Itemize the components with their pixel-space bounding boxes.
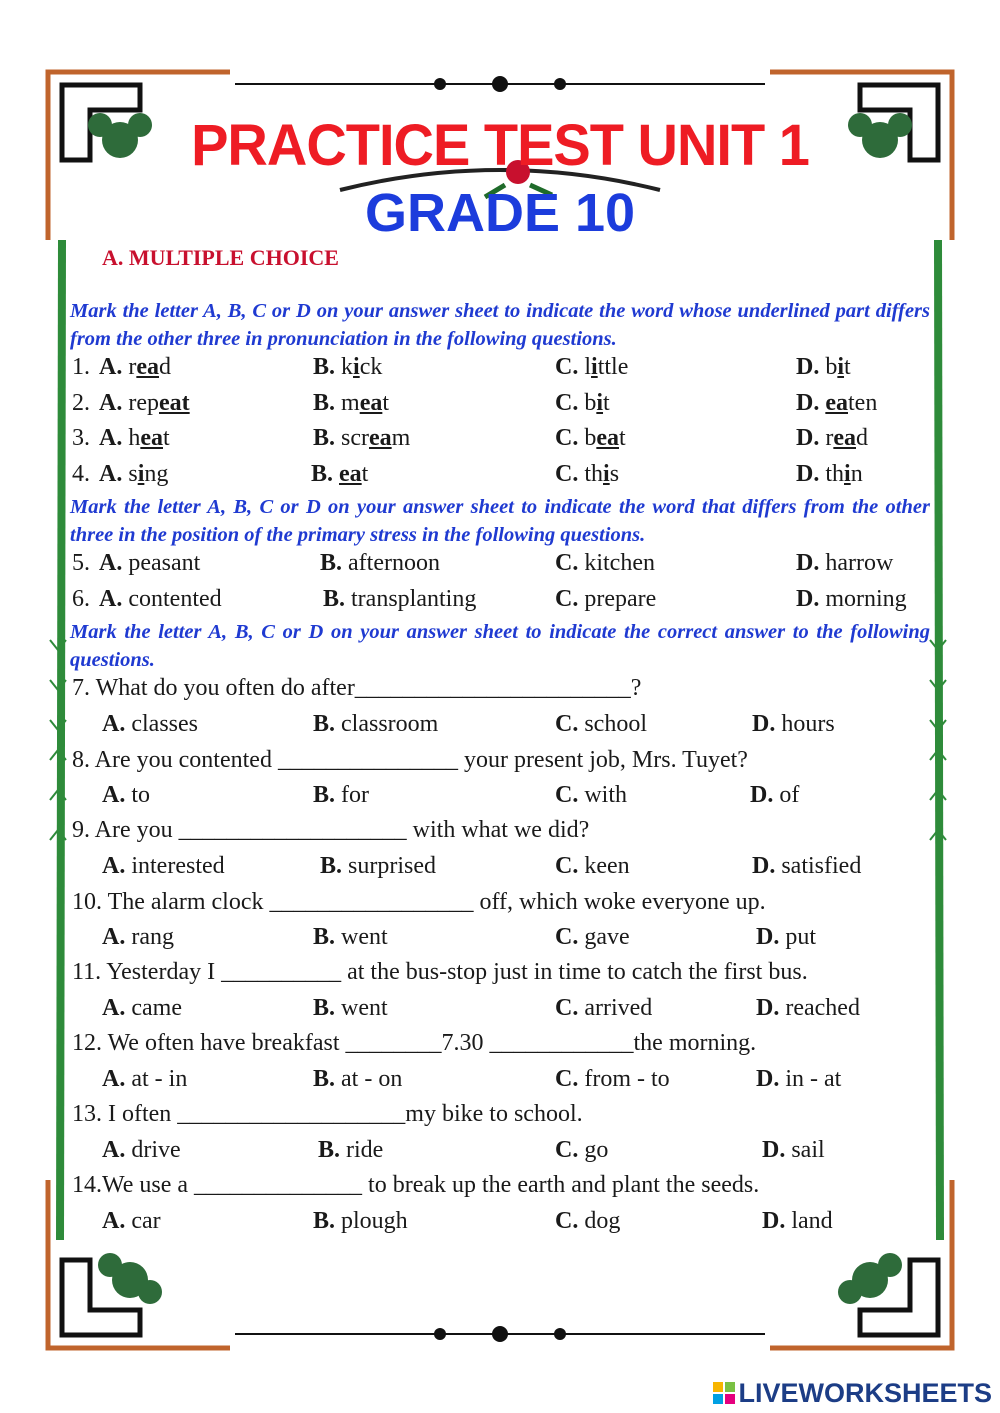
option[interactable]: D. satisfied bbox=[752, 853, 862, 879]
option[interactable]: D. read bbox=[796, 425, 868, 451]
options-row bbox=[72, 1062, 932, 1096]
option[interactable]: B. transplanting bbox=[323, 586, 477, 612]
option[interactable]: C. dog bbox=[555, 1208, 621, 1234]
option[interactable]: C. this bbox=[555, 461, 620, 487]
question-number: 2. bbox=[72, 390, 90, 416]
option[interactable]: B. went bbox=[313, 995, 388, 1021]
option[interactable]: D. morning bbox=[796, 586, 907, 612]
option[interactable]: C. beat bbox=[555, 425, 626, 451]
option[interactable]: B. meat bbox=[313, 390, 390, 416]
question-stem: 14.We use a ______________ to break up the earth and plant the seeds. bbox=[72, 1172, 760, 1198]
option[interactable]: C. kitchen bbox=[555, 550, 655, 576]
option[interactable]: B. at - on bbox=[313, 1066, 403, 1092]
liveworksheets-logo-icon bbox=[713, 1382, 735, 1404]
option[interactable]: C. from - to bbox=[555, 1066, 670, 1092]
question-row bbox=[72, 582, 932, 616]
option[interactable]: D. bit bbox=[796, 354, 851, 380]
option[interactable]: C. little bbox=[555, 354, 629, 380]
option[interactable]: A. drive bbox=[102, 1137, 181, 1163]
option[interactable]: C. bit bbox=[555, 390, 610, 416]
option[interactable]: A. came bbox=[102, 995, 182, 1021]
option[interactable]: B. scream bbox=[313, 425, 411, 451]
option[interactable]: B. kick bbox=[313, 354, 383, 380]
page-subtitle: GRADE 10 bbox=[364, 183, 636, 243]
question-row bbox=[72, 546, 932, 580]
option[interactable]: A. heat bbox=[99, 425, 170, 451]
options-row bbox=[72, 707, 932, 741]
option[interactable]: A. interested bbox=[102, 853, 225, 879]
page-title: PRACTICE TEST UNIT 1 bbox=[191, 111, 809, 178]
option[interactable]: B. eat bbox=[311, 461, 369, 487]
option[interactable]: B. classroom bbox=[313, 711, 439, 737]
liveworksheets-logo[interactable] bbox=[713, 1378, 992, 1409]
question-stem: 10. The alarm clock _________________ off, which woke everyone up. bbox=[72, 889, 766, 915]
option[interactable]: D. thin bbox=[796, 461, 863, 487]
question-number: 3. bbox=[72, 425, 90, 451]
option[interactable]: A. contented bbox=[99, 586, 222, 612]
options-row bbox=[72, 778, 932, 812]
option[interactable]: A. car bbox=[102, 1208, 161, 1234]
option[interactable]: A. rang bbox=[102, 924, 174, 950]
options-row bbox=[72, 849, 932, 883]
question-row bbox=[72, 457, 932, 491]
question-row bbox=[72, 350, 932, 384]
option[interactable]: A. classes bbox=[102, 711, 198, 737]
option[interactable]: D. hours bbox=[752, 711, 835, 737]
question-number: 4. bbox=[72, 461, 90, 487]
option[interactable]: C. school bbox=[555, 711, 648, 737]
option[interactable]: B. afternoon bbox=[320, 550, 440, 576]
option[interactable]: C. prepare bbox=[555, 586, 657, 612]
instruction-correct: Mark the letter A, B, C or D on your answer sheet to indicate the correct answer to the following questions. bbox=[70, 621, 930, 671]
question-number: 6. bbox=[72, 586, 90, 612]
section-heading: A. MULTIPLE CHOICE bbox=[102, 245, 339, 270]
option[interactable]: B. for bbox=[313, 782, 369, 808]
option[interactable]: C. gave bbox=[555, 924, 630, 950]
question-stem: 11. Yesterday I __________ at the bus-stop just in time to catch the first bus. bbox=[72, 959, 808, 985]
question-row bbox=[72, 386, 932, 420]
option[interactable]: B. plough bbox=[313, 1208, 408, 1234]
option[interactable]: A. read bbox=[99, 354, 171, 380]
option[interactable]: B. ride bbox=[318, 1137, 384, 1163]
options-row bbox=[72, 991, 932, 1025]
option[interactable]: D. of bbox=[750, 782, 800, 808]
option[interactable]: D. eaten bbox=[796, 390, 878, 416]
question-stem: 13. I often ___________________my bike to school. bbox=[72, 1101, 583, 1127]
option[interactable]: C. with bbox=[555, 782, 628, 808]
options-row bbox=[72, 1204, 932, 1238]
options-row bbox=[72, 1133, 932, 1167]
option[interactable]: D. sail bbox=[762, 1137, 825, 1163]
instruction-stress: Mark the letter A, B, C or D on your answer sheet to indicate the word that differs from the other three in the position of the primary stress in the following questions. bbox=[70, 496, 930, 546]
question-number: 1. bbox=[72, 354, 90, 380]
question-stem: 9. Are you ___________________ with what we did? bbox=[72, 817, 590, 843]
options-row bbox=[72, 920, 932, 954]
question-number: 5. bbox=[72, 550, 90, 576]
option[interactable]: C. arrived bbox=[555, 995, 653, 1021]
question-row bbox=[72, 421, 932, 455]
option[interactable]: D. harrow bbox=[796, 550, 894, 576]
option[interactable]: A. repeat bbox=[99, 390, 190, 416]
option[interactable]: D. in - at bbox=[756, 1066, 842, 1092]
option[interactable]: D. put bbox=[756, 924, 817, 950]
option[interactable]: C. keen bbox=[555, 853, 630, 879]
option[interactable]: A. at - in bbox=[102, 1066, 188, 1092]
option[interactable]: A. sing bbox=[99, 461, 169, 487]
option[interactable]: A. peasant bbox=[99, 550, 201, 576]
question-stem: 12. We often have breakfast ________7.30 ____________the morning. bbox=[72, 1030, 757, 1056]
question-stem: 7. What do you often do after_______________________? bbox=[72, 675, 642, 701]
option[interactable]: B. went bbox=[313, 924, 388, 950]
option[interactable]: D. reached bbox=[756, 995, 860, 1021]
instruction-pronunciation: Mark the letter A, B, C or D on your answer sheet to indicate the word whose underlined part differs from the other three in pronunciation in the following questions. bbox=[70, 300, 930, 350]
question-stem: 8. Are you contented _______________ your present job, Mrs. Tuyet? bbox=[72, 747, 748, 773]
liveworksheets-brand: LIVEWORKSHEETS bbox=[738, 1378, 992, 1408]
option[interactable]: C. go bbox=[555, 1137, 609, 1163]
option[interactable]: D. land bbox=[762, 1208, 833, 1234]
option[interactable]: B. surprised bbox=[320, 853, 436, 879]
option[interactable]: A. to bbox=[102, 782, 151, 808]
